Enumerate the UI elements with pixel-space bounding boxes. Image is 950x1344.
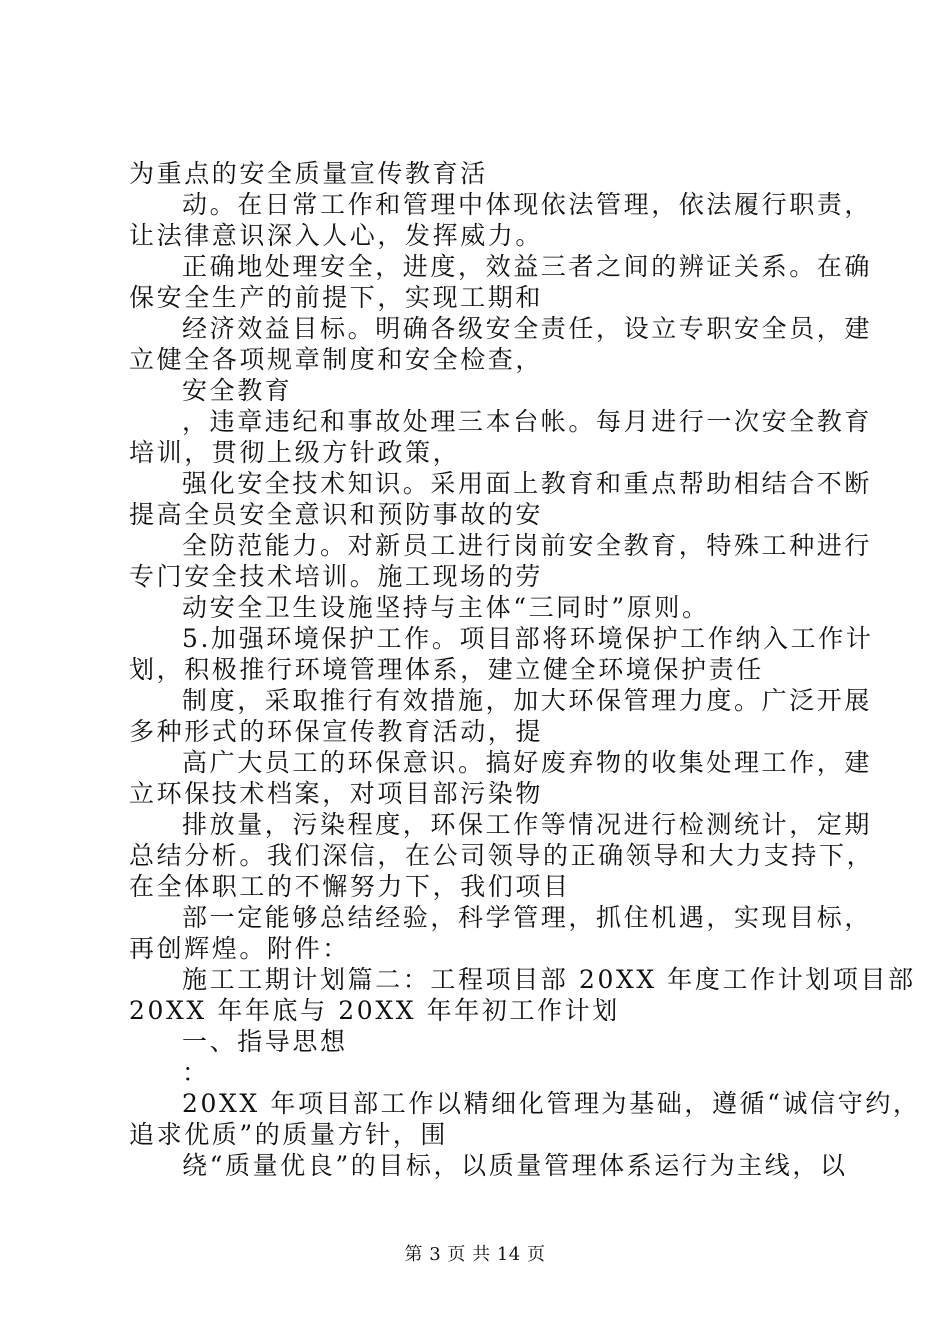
text-line: 保安全生产的前提下，实现工期和 [129, 283, 544, 312]
text-line: 绕“质量优良”的目标，以质量管理体系运行为主线，以 [182, 1151, 848, 1180]
text-line: 20XX 年年底与 20XX 年年初工作计划 [129, 996, 620, 1025]
text-line: 总结分析。我们深信，在公司领导的正确领导和大力支持下， [129, 841, 875, 870]
text-line: 提高全员安全意识和预防事故的安 [129, 500, 544, 529]
text-line: 立健全各项规章制度和安全检查， [129, 345, 544, 374]
text-line: 全防范能力。对新员工进行岗前安全教育，特殊工种进行 [182, 531, 873, 560]
text-line: 立环保技术档案，对项目部污染物 [129, 779, 544, 808]
text-line: 为重点的安全质量宣传教育活 [129, 159, 488, 188]
page-footer: 第 3 页 共 14 页 [404, 1244, 546, 1265]
text-line: 制度，采取推行有效措施，加大环保管理力度。广泛开展 [182, 686, 873, 715]
text-line: 20XX 年项目部工作以精细化管理为基础，遵循“诚信守约， [182, 1089, 921, 1118]
text-line: ： [182, 1058, 210, 1087]
text-line: 排放量，污染程度，环保工作等情况进行检测统计，定期 [182, 810, 873, 839]
text-line: 施工工期计划篇二：工程项目部 20XX 年度工作计划项目部 [182, 965, 916, 994]
text-line: 正确地处理安全，进度，效益三者之间的辨证关系。在确 [182, 252, 873, 281]
text-line: 追求优质”的质量方针，围 [129, 1120, 448, 1149]
text-line: 动安全卫生设施坚持与主体“三同时”原则。 [182, 593, 710, 622]
text-line: 划，积极推行环境管理体系，建立健全环境保护责任 [129, 655, 764, 684]
text-line: 经济效益目标。明确各级安全责任，设立专职安全员，建 [182, 314, 873, 343]
text-line: 多种形式的环保宣传教育活动，提 [129, 717, 544, 746]
text-line: 专门安全技术培训。施工现场的劳 [129, 562, 544, 591]
text-line: 5.加强环境保护工作。项目部将环境保护工作纳入工作计 [182, 624, 874, 653]
text-line: ，违章违纪和事故处理三本台帐。每月进行一次安全教育 [182, 407, 873, 436]
text-line: 一、指导思想 [182, 1027, 348, 1056]
text-line: 安全教育 [182, 376, 293, 405]
text-line: 高广大员工的环保意识。搞好废弃物的收集处理工作，建 [182, 748, 873, 777]
text-line: 再创辉煌。附件： [129, 934, 350, 963]
text-line: 培训，贯彻上级方针政策， [129, 438, 461, 467]
text-line: 强化安全技术知识。采用面上教育和重点帮助相结合不断 [182, 469, 873, 498]
text-line: 让法律意识深入人心，发挥威力。 [129, 221, 544, 250]
document-body [129, 158, 921, 1181]
text-line: 部一定能够总结经验，科学管理，抓住机遇，实现目标， [182, 903, 873, 932]
text-line: 动。在日常工作和管理中体现依法管理，依法履行职责， [182, 190, 873, 219]
text-line: 在全体职工的不懈努力下，我们项目 [129, 872, 571, 901]
